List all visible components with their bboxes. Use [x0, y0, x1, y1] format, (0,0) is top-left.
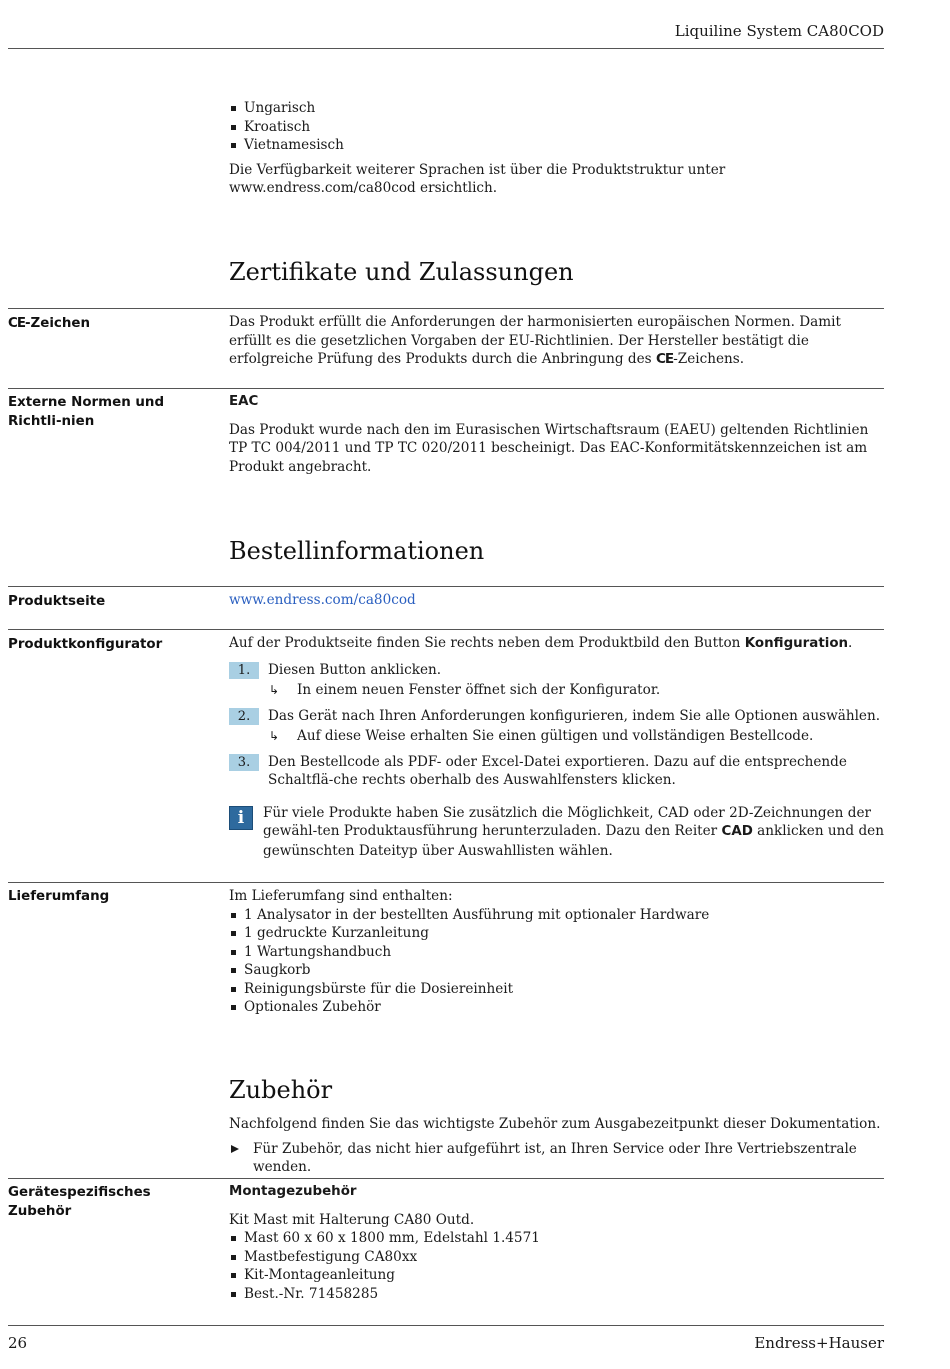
list-item: Mastbefestigung CA80xx [229, 1248, 884, 1267]
step-item: 2. Das Gerät nach Ihren Anforderungen konfigurieren, indem Sie alle Optionen auswählen. [229, 707, 884, 726]
document-header-title: Liquiline System CA80COD [674, 22, 884, 40]
product-page-link[interactable]: www.endress.com/ca80cod [229, 592, 416, 608]
result-arrow-icon: ↳ [269, 683, 280, 697]
device-specific-accessories-section [229, 1183, 884, 1303]
list-item: 1 gedruckte Kurzanleitung [229, 924, 884, 943]
ce-mark-icon: CE [655, 351, 674, 367]
languages-list [229, 99, 884, 155]
list-item: Optionales Zubehör [229, 998, 884, 1017]
delivery-intro: Im Lieferumfang sind enthalten: [229, 888, 453, 904]
section-heading-accessories: Zubehör [229, 1076, 333, 1104]
section-heading-certificates: Zertifikate und Zulassungen [229, 258, 574, 286]
section-divider [8, 1178, 884, 1179]
step-item: 3. Den Bestellcode als PDF- oder Excel-Datei exportieren. Dazu auf die entsprechende Schaltflä-che rechts oberhalb des Auswahlfensters klicken. [229, 753, 884, 790]
mounting-accessories-subheading: Montagezubehör [229, 1184, 357, 1199]
footer-divider [8, 1325, 884, 1326]
configurator-intro: Auf der Produktseite finden Sie rechts neben dem Produktbild den Button Konfiguration. [229, 635, 853, 651]
list-item: Reinigungsbürste für die Dosiereinheit [229, 980, 884, 999]
product-page-label: Produktseite [8, 594, 106, 609]
result-arrow-icon: ↳ [269, 729, 280, 743]
product-configurator-section [229, 634, 884, 860]
accessories-instruction: Für Zubehör, das nicht hier aufgeführt ist, an Ihren Service oder Ihre Vertriebszentrale wenden. [229, 1140, 884, 1177]
ce-mark-icon: CE [8, 316, 25, 331]
list-item: 1 Analysator in der bestellten Ausführung mit optionaler Hardware [229, 906, 884, 925]
ce-mark-text: Das Produkt erfüllt die Anforderungen der harmonisierten europäischen Normen. Damit erfüllt es die gesetzlichen Vorgaben der EU-Richtlinien. Der Hersteller bestätigt die erfolgreiche Prüfung des Produkts durch die Anbringung des CE-Zeichens. [229, 314, 841, 367]
step-result: ↳ Auf diese Weise erhalten Sie einen gültigen und vollständigen Bestellcode. [269, 728, 814, 744]
header-divider [8, 48, 884, 49]
list-item: Ungarisch [229, 99, 884, 118]
delivery-list [229, 906, 884, 1017]
page-number: 26 [8, 1334, 28, 1352]
step-number: 2. [229, 708, 259, 725]
footer-brand: Endress+Hauser [754, 1334, 884, 1352]
row-divider [8, 882, 884, 883]
eac-text: Das Produkt wurde nach den im Eurasischen Wirtschaftsraum (EAEU) geltenden Richtlinien TP TC 004/2011 und TP TC 020/2011 bescheinigt. Das EAC-Konformitätskennzeichen ist am Produkt angebracht. [229, 421, 869, 475]
external-standards-label: Externe Normen und Richtli-nien [8, 395, 165, 429]
list-item: Kit-Montageanleitung [229, 1266, 884, 1285]
section-divider [8, 586, 884, 587]
list-item: Saugkorb [229, 961, 884, 980]
step-number: 1. [229, 662, 259, 679]
kit-title: Kit Mast mit Halterung CA80 Outd. [229, 1211, 475, 1228]
step-number: 3. [229, 754, 259, 771]
accessories-intro: Nachfolgend finden Sie das wichtigste Zubehör zum Ausgabezeitpunkt dieser Dokumentation. [229, 1116, 881, 1132]
ce-mark-label: CE-Zeichen [8, 316, 91, 331]
external-standards-section [229, 393, 884, 476]
section-heading-ordering: Bestellinformationen [229, 537, 485, 565]
languages-note: Die Verfügbarkeit weiterer Sprachen ist über die Produktstruktur unter www.endress.com/ca80cod ersichtlich. [229, 161, 726, 196]
product-configurator-label: Produktkonfigurator [8, 637, 163, 652]
list-item: 1 Wartungshandbuch [229, 943, 884, 962]
step-item: 1. Diesen Button anklicken. [229, 661, 884, 680]
accessories-intro-section [229, 1115, 884, 1177]
row-divider [8, 388, 884, 389]
device-specific-accessories-label: Gerätespezifisches Zubehör [8, 1185, 151, 1219]
delivery-scope-label: Lieferumfang [8, 889, 110, 904]
kit-list [229, 1229, 884, 1303]
list-item: Kroatisch [229, 118, 884, 137]
info-note: i Für viele Produkte haben Sie zusätzlich die Möglichkeit, CAD oder 2D-Zeichnungen der gewähl-ten Produktausführung herunterzuladen. Dazu den Reiter CAD anklicken und den gewünschten Dateityp über Auswahllisten wählen. [229, 804, 884, 861]
languages-section [229, 99, 884, 198]
section-divider [8, 308, 884, 309]
list-item: Best.-Nr. 71458285 [229, 1285, 884, 1304]
list-item: Vietnamesisch [229, 136, 884, 155]
delivery-scope-section [229, 887, 884, 1017]
product-page-row [229, 591, 884, 610]
instruction-arrow-icon [231, 1145, 239, 1153]
eac-subheading: EAC [229, 394, 259, 409]
info-icon: i [229, 806, 253, 830]
step-result: ↳ In einem neuen Fenster öffnet sich der Konfigurator. [269, 682, 661, 698]
row-divider [8, 629, 884, 630]
list-item: Mast 60 x 60 x 1800 mm, Edelstahl 1.4571 [229, 1229, 884, 1248]
